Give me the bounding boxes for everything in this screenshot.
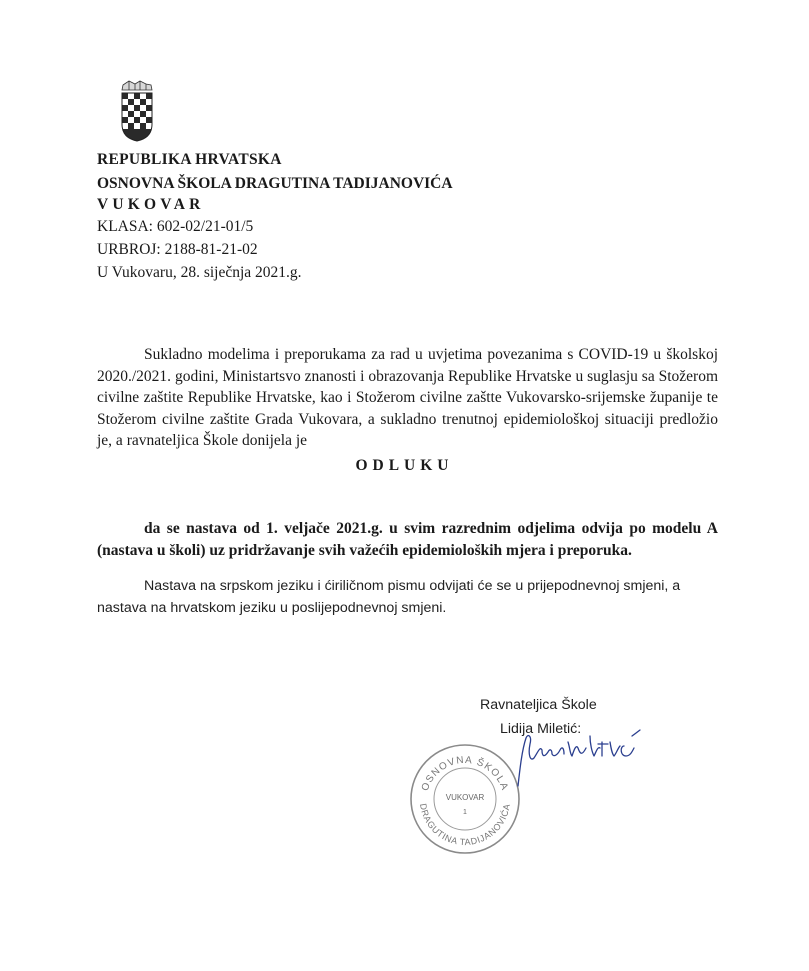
klasa-line: KLASA: 602-02/21-01/5 [97,218,254,235]
place-date-line: U Vukovaru, 28. siječnja 2021.g. [97,264,302,281]
stamp-ring-bottom: DRAGUTINA TADIJANOVIĆA [418,802,512,848]
decision-heading: ODLUKU [355,457,454,474]
stamp-ring-top: OSNOVNA ŠKOLA [419,754,511,793]
stamp-center-text: VUKOVAR [445,793,485,802]
signatory-name: Lidija Miletić: [500,721,582,737]
stamp-number: 1 [463,809,467,816]
intro-paragraph: Sukladno modelima i preporukama za rad u uvjetima povezanima s COVID-19 u školskoj 2020./2021. godini, Ministartsvo znanosti i obrazovanja Republike Hrvatske u suglasju sa Stožerom civilne zaštite Republike Hrvatske, kao i Stožerom civilne zaštte Vukovarsko-srijemske županije te Stožerom civilne zaštite Grada Vukovara, a sukladno trenutnoj epidemiološkoj situaciji predložio je, a ravnateljica Škole donijela je [97,346,718,449]
school-stamp [408,742,522,856]
header-republic: REPUBLIKA HRVATSKA [97,151,282,168]
header-school-name: OSNOVNA ŠKOLA DRAGUTINA TADIJANOVIĆA [97,175,453,192]
header-city: VUKOVAR [97,196,205,213]
handwritten-signature [512,728,646,788]
urbroj-line: URBROJ: 2188-81-21-02 [97,241,258,258]
coat-of-arms-icon [120,80,154,142]
decision-paragraph: da se nastava od 1. veljače 2021.g. u svim razrednim odjelima odvija po modelu A (nastava u školi) uz pridržavanje svih važećih epidemioloških mjera i preporuka. [97,520,718,559]
signatory-title: Ravnateljica Škole [480,697,597,713]
note-paragraph: Nastava na srpskom jeziku i ćiriličnom pismu odvijati će se u prijepodnevnoj smjeni, a nastava na hrvatskom jeziku u poslijepodnevnoj smjeni. [97,578,681,616]
svg-text:OSNOVNA ŠKOLA [420,755,510,793]
